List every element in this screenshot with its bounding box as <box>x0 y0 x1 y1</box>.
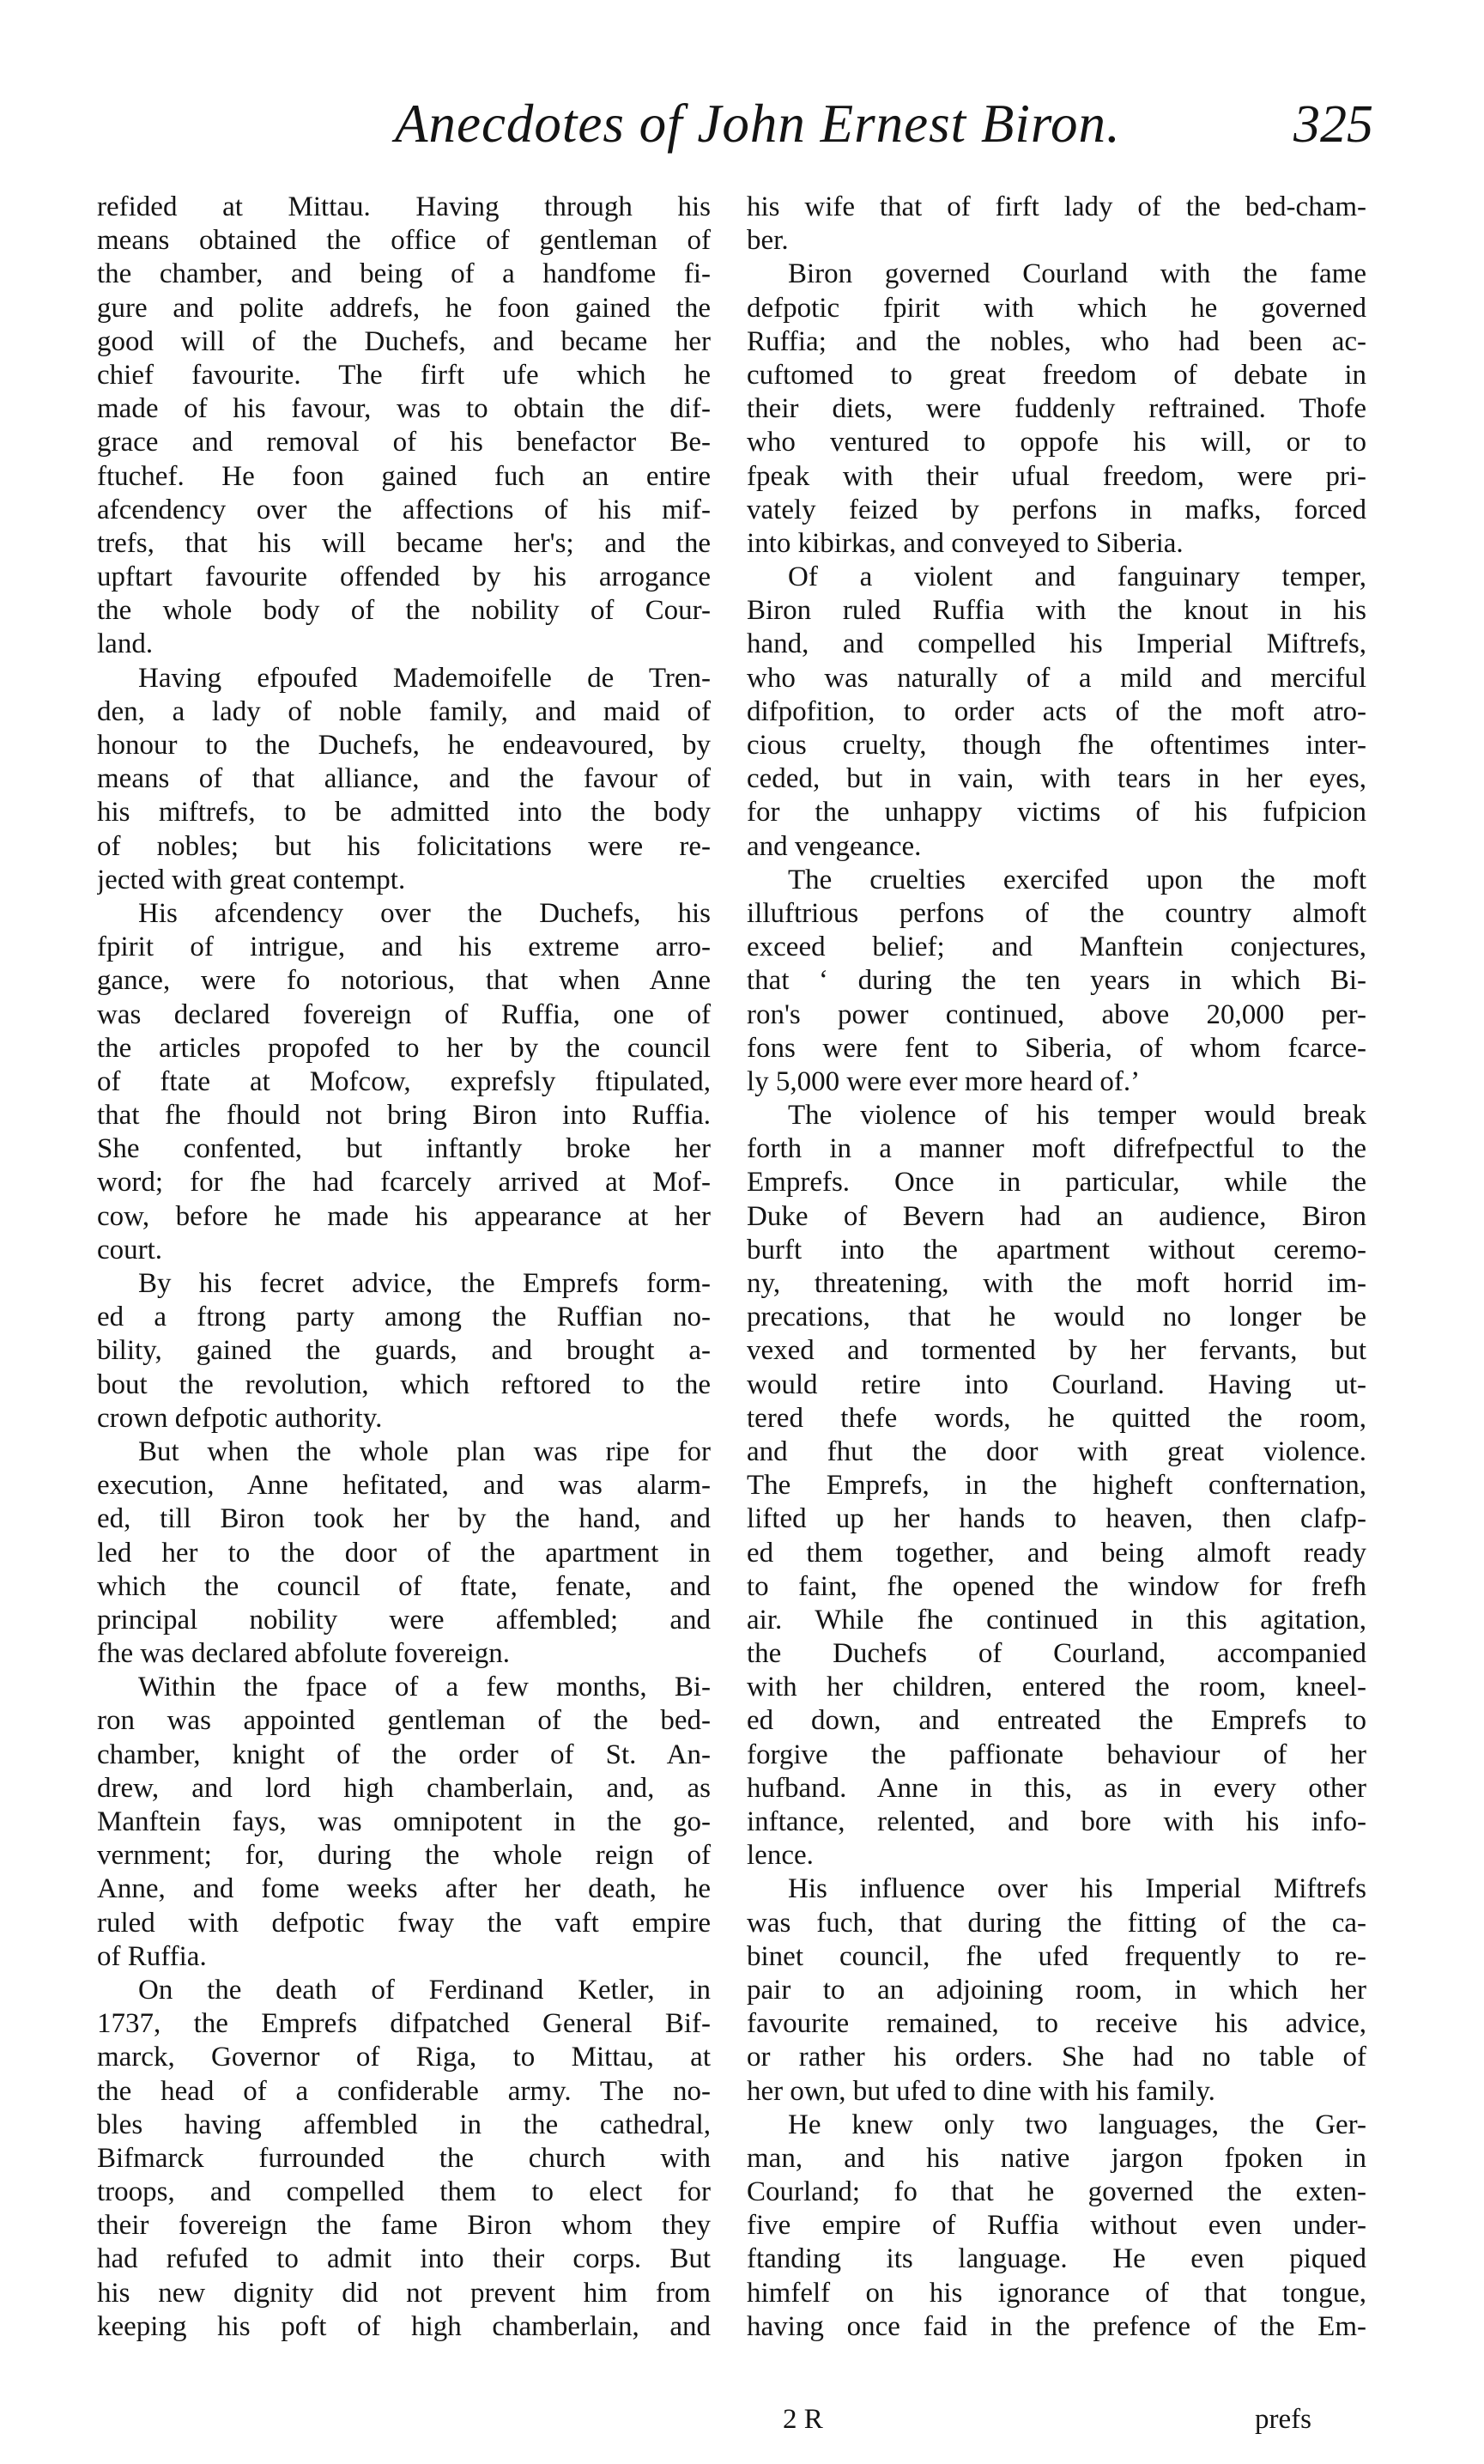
text-line: which the council of ftate, fenate, and <box>97 1570 711 1602</box>
text-line: made of his favour, was to obtain the dif- <box>97 393 711 425</box>
text-line: their fovereign the fame Biron whom they <box>97 2210 711 2242</box>
text-line: principal nobility were affembled; and <box>97 1604 711 1636</box>
text-line: court. <box>97 1234 163 1265</box>
text-line: Within the fpace of a few months, Bi- <box>138 1672 711 1703</box>
text-line: She confented, but inftantly broke her <box>97 1133 711 1165</box>
text-line: keeping his poft of high chamberlain, and <box>97 2310 711 2342</box>
text-line: having once faid in the prefence of the Em- <box>747 2310 1366 2342</box>
text-line: illuftrious perfons of the country almoft <box>747 897 1366 929</box>
running-title: Anecdotes of John Ernest Biron. <box>395 94 1121 154</box>
text-line: good will of the Duchefs, and became her <box>97 325 711 357</box>
text-line: vernment; for, during the whole reign of <box>97 1840 711 1872</box>
text-line: Emprefs. Once in particular, while the <box>747 1167 1366 1199</box>
text-line: favourite remained, to receive his advice, <box>747 2008 1366 2040</box>
signature-mark: 2 R <box>783 2404 823 2435</box>
text-line: cow, before he made his appearance at her <box>97 1200 711 1232</box>
text-line: He knew only two languages, the Ger- <box>788 2109 1366 2140</box>
text-line: fons were fent to Siberia, of whom fcarce- <box>747 1032 1366 1064</box>
text-line: of Ruffia. <box>97 1940 207 1972</box>
text-line: Of a violent and fanguinary temper, <box>788 561 1366 593</box>
text-line: The Emprefs, in the higheft confternation, <box>747 1470 1366 1502</box>
text-line: precations, that he would no longer be <box>747 1302 1366 1333</box>
running-head <box>103 93 1373 170</box>
text-line: forgive the paffionate behaviour of her <box>747 1739 1366 1770</box>
text-line: ceded, but in vain, with tears in her eyes, <box>747 763 1366 795</box>
page-footer <box>0 2404 1484 2447</box>
text-line: burft into the apartment without ceremo- <box>747 1234 1366 1265</box>
text-line: vexed and tormented by her fervants, but <box>747 1335 1366 1367</box>
text-line: Manftein fays, was omnipotent in the go- <box>97 1806 711 1837</box>
text-line: ron's power continued, above 20,000 per- <box>747 998 1366 1030</box>
text-line: marck, Governor of Riga, to Mittau, at <box>97 2042 711 2073</box>
text-line: into kibirkas, and conveyed to Siberia. <box>747 527 1184 559</box>
text-line: of nobles; but his folicitations were re- <box>97 830 711 862</box>
text-line: the articles propofed to her by the council <box>97 1032 711 1064</box>
text-line: ron was appointed gentleman of the bed- <box>97 1705 711 1737</box>
left-column <box>97 191 711 2344</box>
text-line: lifted up her hands to heaven, then clafp- <box>747 1503 1366 1535</box>
text-line: Ruffia; and the nobles, who had been ac- <box>747 325 1366 357</box>
text-line: the whole body of the nobility of Cour- <box>97 595 711 627</box>
text-line: ed down, and entreated the Emprefs to <box>747 1705 1366 1737</box>
text-line: defpotic fpirit with which he governed <box>747 292 1366 324</box>
text-line: bout the revolution, which reftored to the <box>97 1369 711 1400</box>
text-line: fpirit of intrigue, and his extreme arro- <box>97 932 711 963</box>
text-line: was fuch, that during the fitting of the ca- <box>747 1907 1366 1939</box>
text-line: and vengeance. <box>747 830 922 862</box>
text-line: chief favourite. The firft ufe which he <box>97 359 711 391</box>
text-line: hand, and compelled his Imperial Miftrefs, <box>747 628 1366 660</box>
text-line: Biron ruled Ruffia with the knout in his <box>747 595 1366 627</box>
text-line: the head of a confiderable army. The no- <box>97 2075 711 2107</box>
text-line: ftuchef. He foon gained fuch an entire <box>97 460 711 492</box>
text-line: trefs, that his will became her's; and the <box>97 527 711 559</box>
text-line: honour to the Duchefs, he endeavoured, by <box>97 730 711 761</box>
text-line: of ftate at Mofcow, exprefsly ftipulated, <box>97 1065 711 1097</box>
text-line: fhe was declared abfolute fovereign. <box>97 1638 511 1670</box>
text-line: inftance, relented, and bore with his info- <box>747 1806 1366 1837</box>
text-line: the chamber, and being of a handfome fi- <box>97 258 711 290</box>
text-line: troops, and compelled them to elect for <box>97 2176 711 2208</box>
text-line: drew, and lord high chamberlain, and, as <box>97 1772 711 1804</box>
text-line: means of that alliance, and the favour of <box>97 763 711 795</box>
text-line: execution, Anne hefitated, and was alarm- <box>97 1470 711 1502</box>
text-line: The cruelties exercifed upon the moft <box>788 864 1366 895</box>
text-line: word; for fhe had fcarcely arrived at Mof- <box>97 1167 711 1199</box>
text-line: his miftrefs, to be admitted into the body <box>97 797 711 828</box>
text-line: But when the whole plan was ripe for <box>138 1435 711 1467</box>
text-line: ed, till Biron took her by the hand, and <box>97 1503 711 1535</box>
text-line: fpeak with their ufual freedom, were pri- <box>747 460 1366 492</box>
text-line: His afcendency over the Duchefs, his <box>138 897 711 929</box>
page-number: 325 <box>1293 95 1373 154</box>
text-line: vately feized by perfons in mafks, forced <box>747 494 1366 525</box>
text-line: with her children, entered the room, kneel- <box>747 1672 1366 1703</box>
text-line: ftanding its language. He even piqued <box>747 2243 1366 2275</box>
text-line: had refufed to admit into their corps. But <box>97 2243 711 2275</box>
text-line: On the death of Ferdinand Ketler, in <box>138 1974 711 2006</box>
text-line: ny, threatening, with the moft horrid im- <box>747 1268 1366 1299</box>
text-line: Courland; fo that he governed the exten- <box>747 2176 1366 2208</box>
text-line: land. <box>97 628 154 660</box>
catchword: prefs <box>1255 2404 1311 2435</box>
text-line: his new dignity did not prevent him from <box>97 2277 711 2309</box>
text-line: Bifmarck furrounded the church with <box>97 2142 711 2174</box>
text-line: The violence of his temper would break <box>788 1100 1366 1132</box>
text-line: binet council, fhe ufed frequently to re- <box>747 1940 1366 1972</box>
text-line: bility, gained the guards, and brought a- <box>97 1335 711 1367</box>
text-line: their diets, were fuddenly reftrained. Thofe <box>747 393 1366 425</box>
text-line: ruled with defpotic fway the vaft empire <box>97 1907 711 1939</box>
text-line: lence. <box>747 1840 814 1872</box>
text-line: tered thefe words, he quitted the room, <box>747 1402 1366 1434</box>
text-line: who ventured to oppofe his will, or to <box>747 427 1366 458</box>
text-line: Duke of Bevern had an audience, Biron <box>747 1200 1366 1232</box>
text-line: chamber, knight of the order of St. An- <box>97 1739 711 1770</box>
text-line: bles having affembled in the cathedral, <box>97 2109 711 2140</box>
text-line: difpofition, to order acts of the moft atro- <box>747 695 1366 727</box>
text-line: ly 5,000 were ever more heard of.’ <box>747 1065 1141 1097</box>
text-line: cious cruelty, though fhe oftentimes inter- <box>747 730 1366 761</box>
text-line: exceed belief; and Manftein conjectures, <box>747 932 1366 963</box>
text-line: five empire of Ruffia without even under- <box>747 2210 1366 2242</box>
text-line: ed them together, and being almoft ready <box>747 1537 1366 1569</box>
text-line: his wife that of firft lady of the bed-cham- <box>747 191 1366 222</box>
text-line: her own, but ufed to dine with his family. <box>747 2075 1215 2107</box>
text-line: hufband. Anne in this, as in every other <box>747 1772 1366 1804</box>
text-line: pair to an adjoining room, in which her <box>747 1974 1366 2006</box>
text-line: Anne, and fome weeks after her death, he <box>97 1873 711 1905</box>
text-line: gure and polite addrefs, he foon gained the <box>97 292 711 324</box>
text-line: Biron governed Courland with the fame <box>788 258 1366 290</box>
text-line: air. While fhe continued in this agitation, <box>747 1604 1366 1636</box>
text-line: the Duchefs of Courland, accompanied <box>747 1638 1366 1670</box>
text-line: for the unhappy victims of his fufpicion <box>747 797 1366 828</box>
text-line: gance, were fo notorious, that when Anne <box>97 965 711 997</box>
text-line: ber. <box>747 225 789 257</box>
text-line: His influence over his Imperial Miftrefs <box>788 1873 1366 1905</box>
right-column <box>747 191 1366 2344</box>
text-line: led her to the door of the apartment in <box>97 1537 711 1569</box>
text-line: Having efpoufed Mademoifelle de Tren- <box>138 662 711 694</box>
text-line: who was naturally of a mild and merciful <box>747 662 1366 694</box>
text-line: forth in a manner moft difrefpectful to the <box>747 1133 1366 1165</box>
text-line: ed a ftrong party among the Ruffian no- <box>97 1302 711 1333</box>
text-line: cuftomed to great freedom of debate in <box>747 359 1366 391</box>
text-line: that ‘ during the ten years in which Bi- <box>747 965 1366 997</box>
text-line: or rather his orders. She had no table of <box>747 2042 1366 2073</box>
text-line: to faint, fhe opened the window for frefh <box>747 1570 1366 1602</box>
text-line: means obtained the office of gentleman of <box>97 225 711 257</box>
text-line: By his fecret advice, the Emprefs form- <box>138 1268 711 1299</box>
text-line: that fhe fhould not bring Biron into Ruffia. <box>97 1100 711 1132</box>
text-line: den, a lady of noble family, and maid of <box>97 695 711 727</box>
text-line: man, and his native jargon fpoken in <box>747 2142 1366 2174</box>
text-line: upftart favourite offended by his arrogance <box>97 561 711 593</box>
text-line: refided at Mittau. Having through his <box>97 191 711 222</box>
text-line: was declared fovereign of Ruffia, one of <box>97 998 711 1030</box>
text-line: 1737, the Emprefs difpatched General Bif- <box>97 2008 711 2040</box>
text-line: afcendency over the affections of his mif- <box>97 494 711 525</box>
text-line: would retire into Courland. Having ut- <box>747 1369 1366 1400</box>
text-line: jected with great contempt. <box>97 864 406 895</box>
text-line: crown defpotic authority. <box>97 1402 383 1434</box>
text-line: grace and removal of his benefactor Be- <box>97 427 711 458</box>
text-line: himfelf on his ignorance of that tongue, <box>747 2277 1366 2309</box>
text-line: and fhut the door with great violence. <box>747 1435 1366 1467</box>
